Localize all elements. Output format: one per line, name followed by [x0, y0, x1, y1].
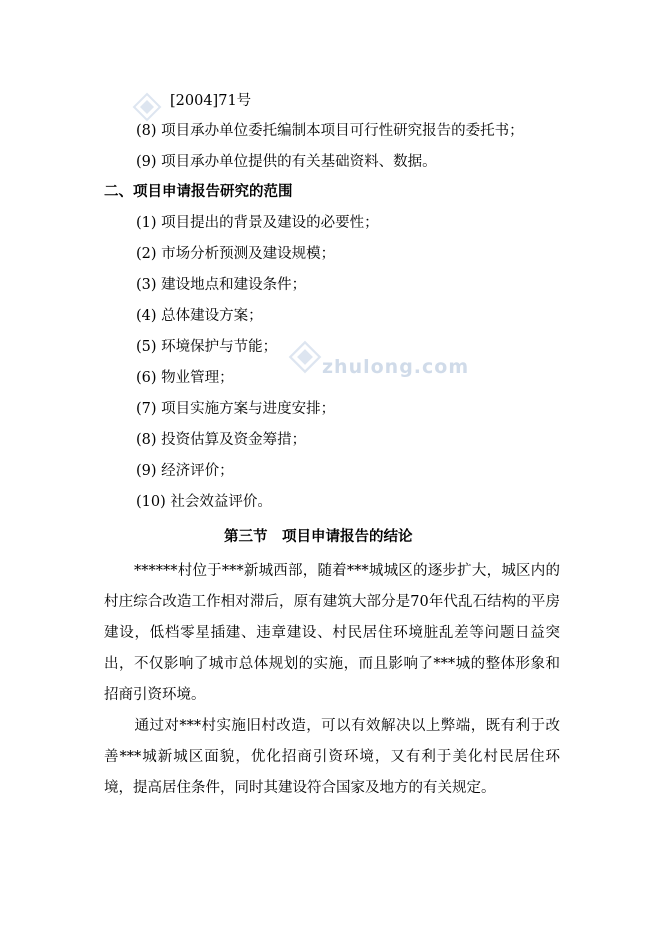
- list-item: (4) 总体建设方案；: [136, 308, 263, 324]
- section-title: 第三节 项目申请报告的结论: [224, 529, 413, 545]
- list-item: (2) 市场分析预测及建设规模；: [136, 246, 336, 262]
- watermark-logo-icon: [288, 340, 322, 374]
- paragraph: [104, 711, 560, 804]
- list-item: (9) 经济评价；: [136, 463, 234, 479]
- list-item: [2004]71号: [170, 93, 252, 109]
- list-item: (6) 物业管理；: [136, 370, 234, 386]
- paragraph: [104, 556, 560, 711]
- paragraph-text: ******村位于***新城西部，随着***城城区的逐步扩大，城区内的村庄综合改造工作相对滞后，原有建筑大部分是70年代乱石结构的平房建设，低档零星插建、违章建设、村民居住环境脏乱差等问题日益突出，不仅影响了城市总体规划的实施，而且影响了***城的整体形象和招商引资环境。: [104, 563, 560, 703]
- watermark-logo-icon: [132, 92, 162, 122]
- list-item: (9) 项目承办单位提供的有关基础资料、数据。: [136, 154, 437, 170]
- section-heading: 二、项目申请报告研究的范围: [104, 184, 293, 200]
- list-item: (8) 投资估算及资金筹措；: [136, 432, 307, 448]
- list-item: (7) 项目实施方案与进度安排；: [136, 401, 336, 417]
- list-item: (1) 项目提出的背景及建设的必要性；: [136, 215, 379, 231]
- list-item: (10) 社会效益评价。: [136, 494, 272, 510]
- list-item: (8) 项目承办单位委托编制本项目可行性研究报告的委托书；: [136, 123, 524, 139]
- list-item: (3) 建设地点和建设条件；: [136, 277, 307, 293]
- watermark-text: zhulong.com: [322, 356, 470, 378]
- list-item: (5) 环境保护与节能；: [136, 339, 278, 355]
- paragraph-text: 通过对***村实施旧村改造，可以有效解决以上弊端，既有利于改善***城新城区面貌，优化招商引资环境，又有利于美化村民居住环境，提高居住条件，同时其建设符合国家及地方的有关规定。: [104, 718, 560, 796]
